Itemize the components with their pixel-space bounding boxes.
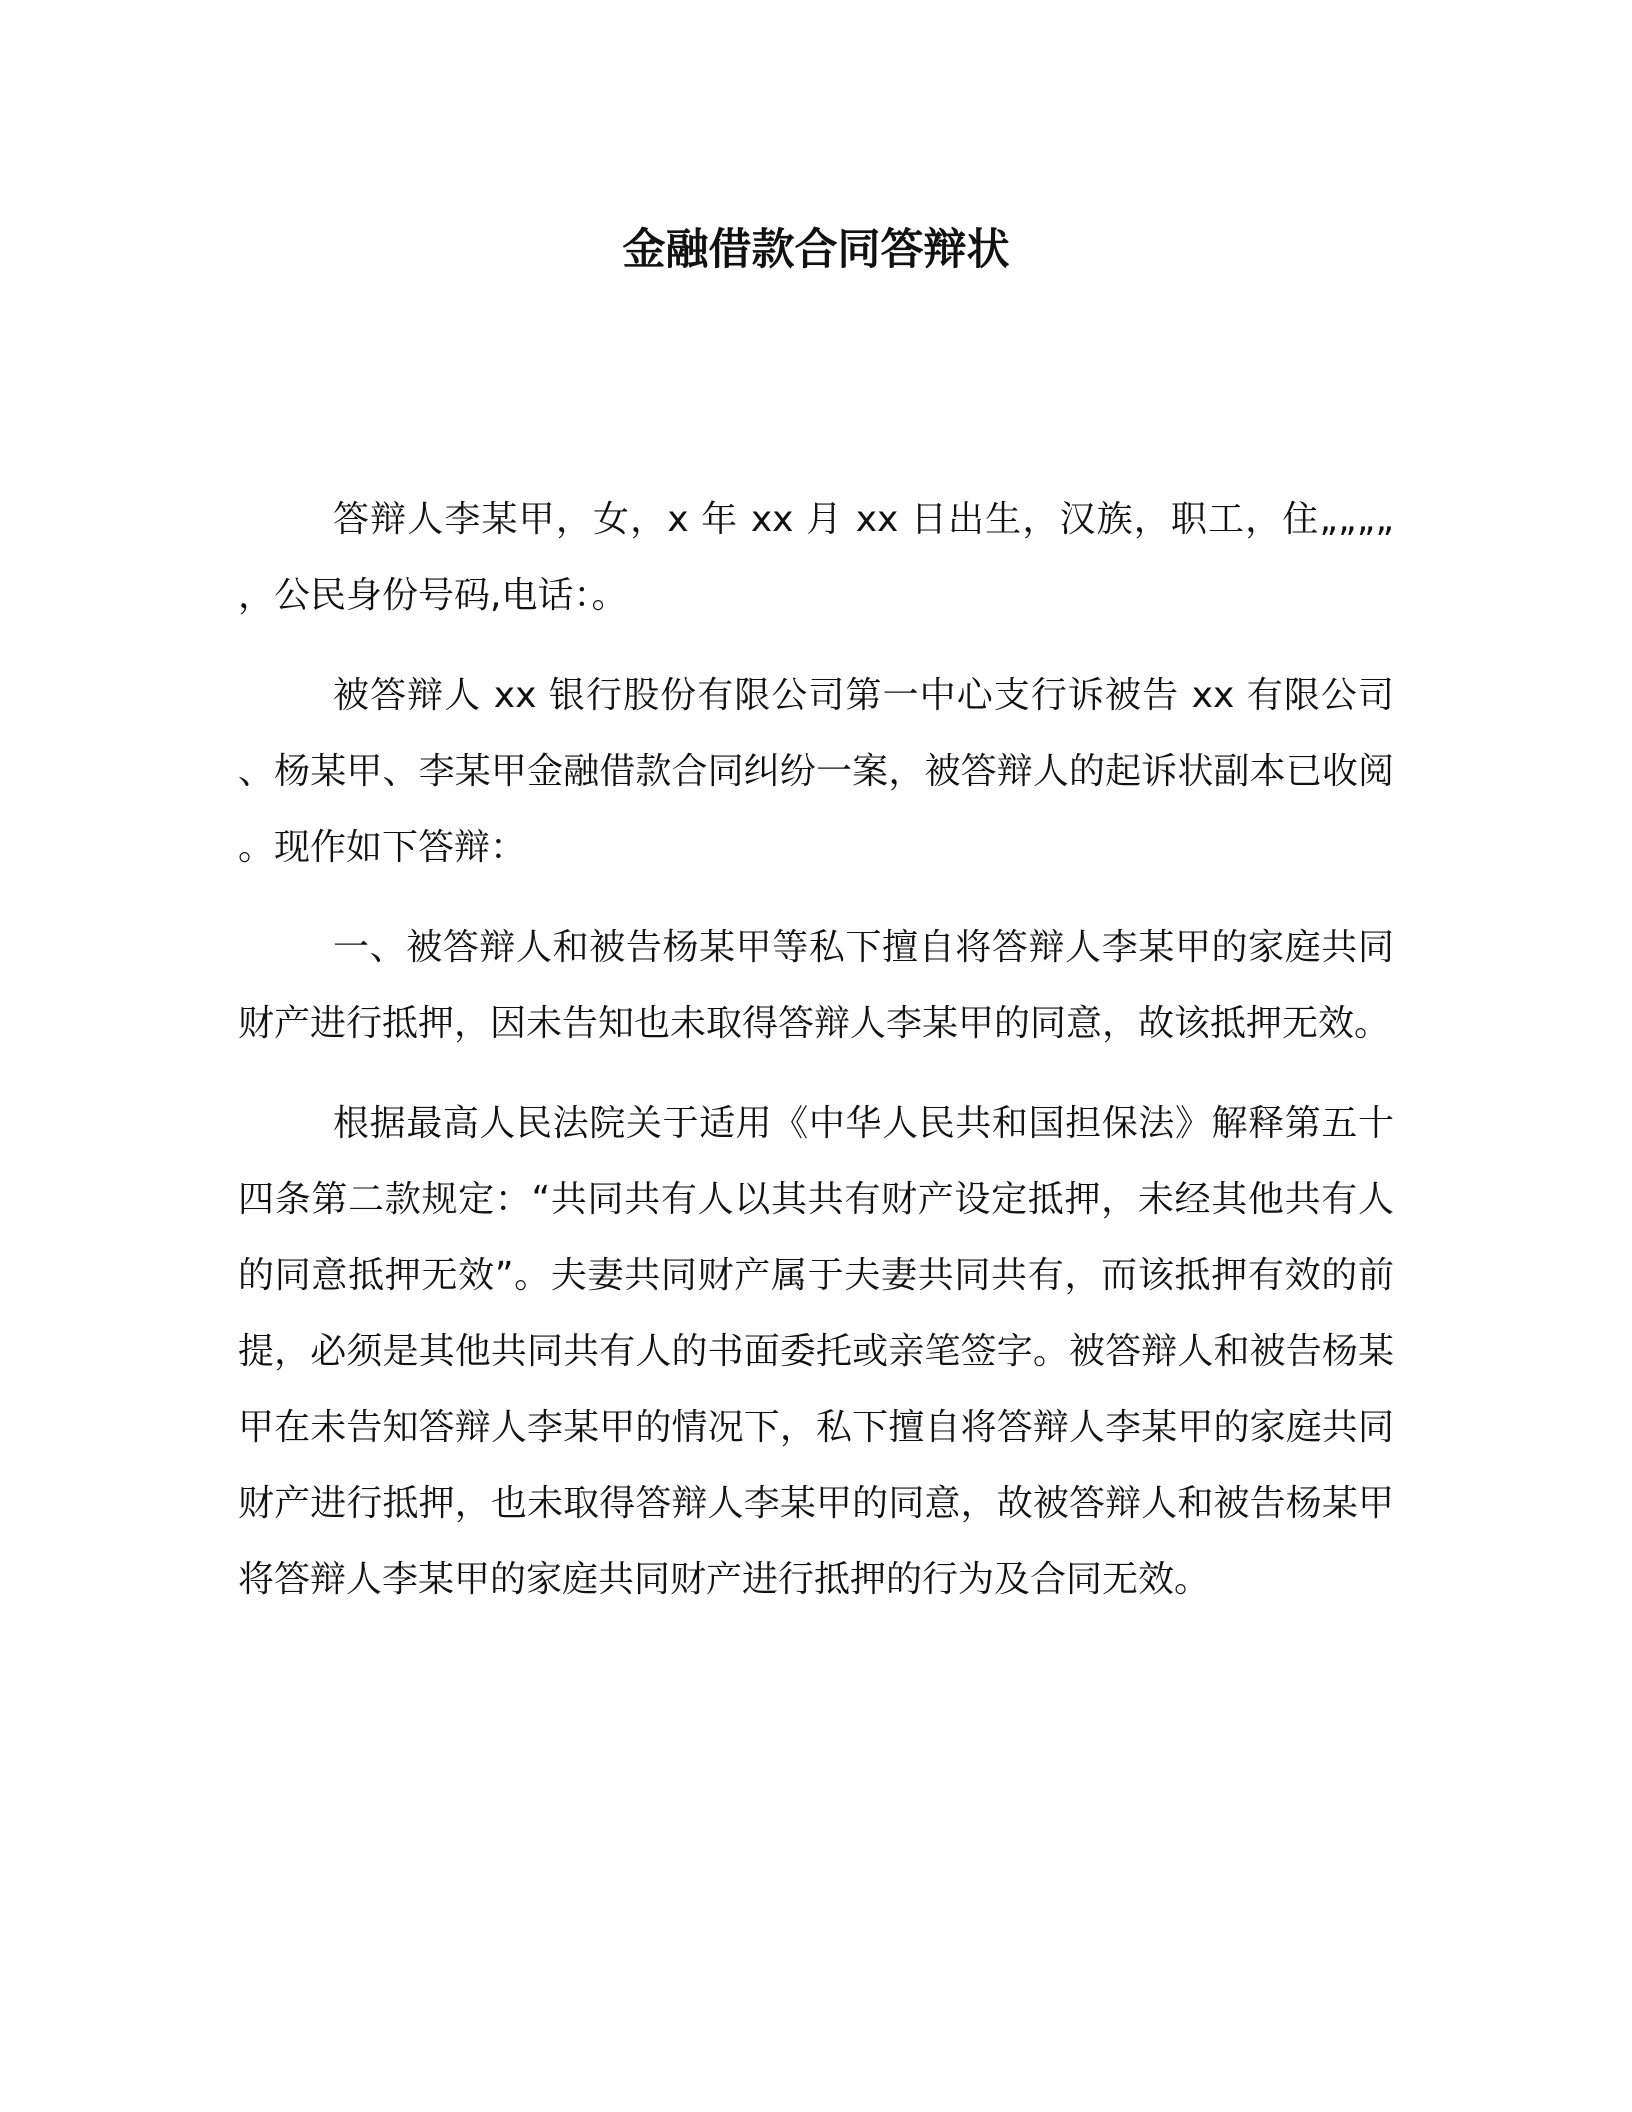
paragraph-point-one: 一、被答辩人和被告杨某甲等私下擅自将答辩人李某甲的家庭共同财产进行抵押，因未告知也未取得答辩人李某甲的同意，故该抵押无效。 xyxy=(238,927,1394,1044)
paragraph-legal-basis: 根据最高人民法院关于适用《中华人民共和国担保法》解释第五十四条第二款规定：“共同共有人以其共有财产设定抵押，未经其他共有人的同意抵押无效”。夫妻共同财产属于夫妻共同共有，而该抵押有效的前提，必须是其他共同共有人的书面委托或亲笔签字。被答辩人和被告杨某甲在未告知答辩人李某甲的情况下，私下擅自将答辩人李某甲的家庭共同财产进行抵押，也未取得答辩人李某甲的同意，故被答辩人和被告杨某甲将答辩人李某甲的家庭共同财产进行抵押的行为及合同无效。 xyxy=(238,1103,1394,1600)
document-title: 金融借款合同答辩状 xyxy=(622,225,1010,275)
paragraph-respondent-info: 答辩人李某甲，女，x 年 xx 月 xx 日出生，汉族，职工，住„„„„，公民身份号码,电话：。 xyxy=(238,499,1394,616)
paragraph-case-intro: 被答辩人 xx 银行股份有限公司第一中心支行诉被告 xx 有限公司、杨某甲、李某甲金融借款合同纠纷一案，被答辩人的起诉状副本已收阅。现作如下答辩： xyxy=(238,675,1394,868)
document-body xyxy=(238,482,1394,1642)
